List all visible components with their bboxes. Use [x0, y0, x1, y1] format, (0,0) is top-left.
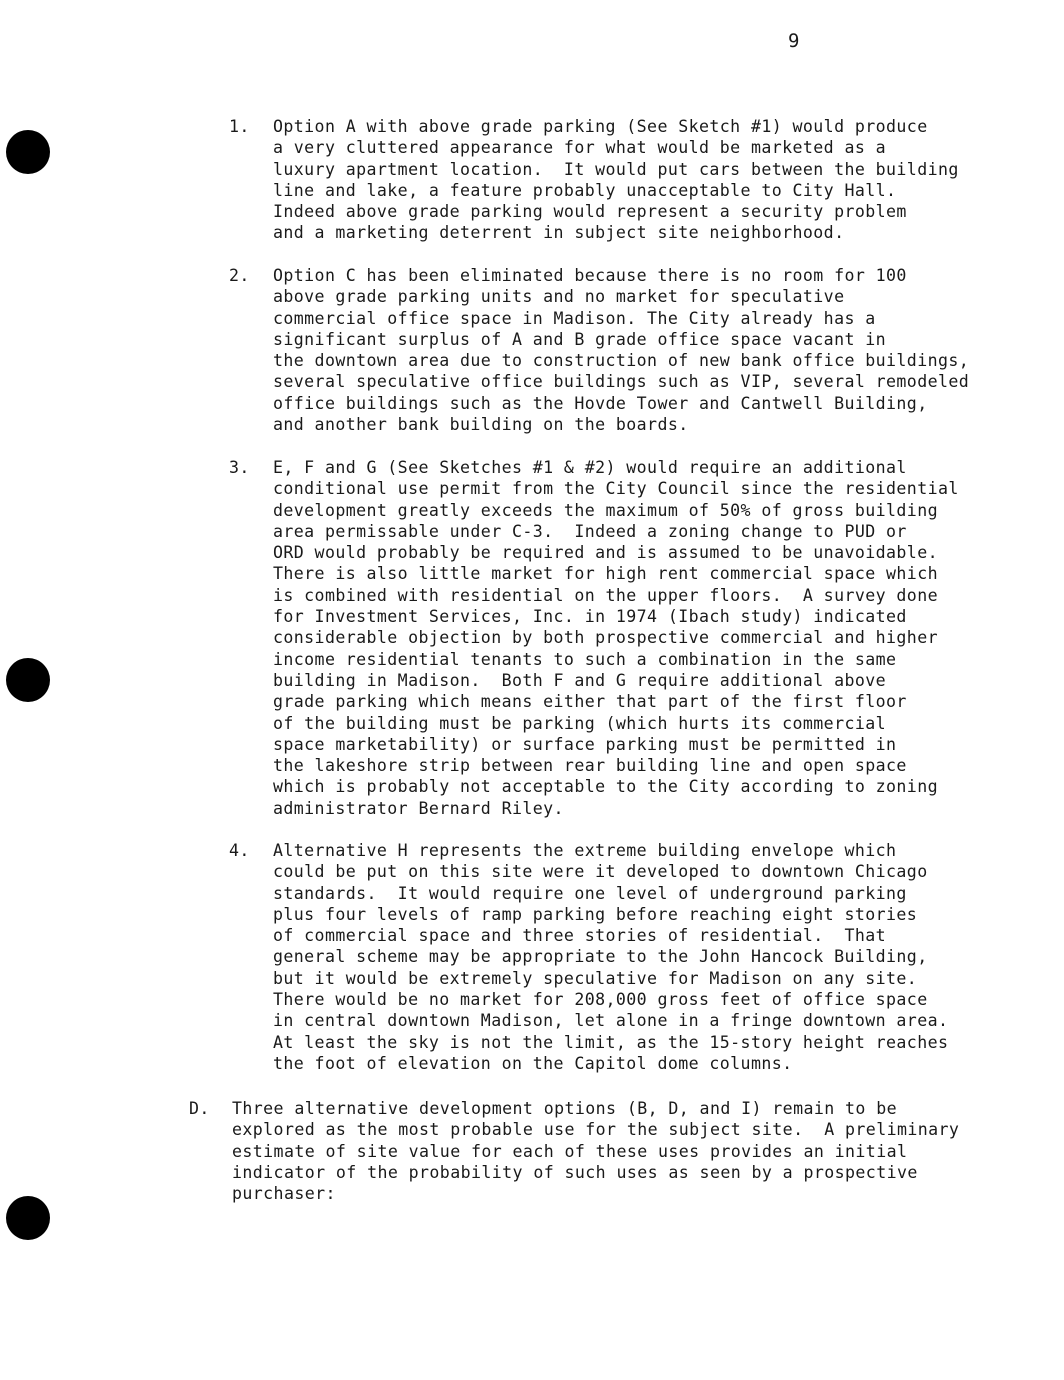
text-line: in central downtown Madison, let alone in a fringe downtown area. [273, 1011, 949, 1031]
list-item-4 [229, 840, 949, 1074]
section-marker: D. [189, 1099, 210, 1118]
text-line: luxury apartment location. It would put cars between the building [273, 159, 959, 179]
text-line: which is probably not acceptable to the City according to zoning [273, 777, 938, 797]
text-line: could be put on this site were it developed to downtown Chicago [273, 862, 928, 882]
text-line: the lakeshore strip between rear building line and open space [273, 756, 907, 776]
text-line: general scheme may be appropriate to the John Hancock Building, [273, 947, 928, 967]
text-line: Indeed above grade parking would represent a security problem [273, 202, 907, 222]
text-line: commercial office space in Madison. The City already has a [273, 308, 876, 328]
text-line: is combined with residential on the upper floors. A survey done [273, 585, 938, 605]
text-line: administrator Bernard Riley. [273, 798, 564, 818]
text-line: and a marketing deterrent in subject site neighborhood. [273, 223, 845, 243]
list-marker: 1. [229, 117, 250, 136]
text-line: explored as the most probable use for the subject site. A preliminary [232, 1120, 960, 1140]
text-line: At least the sky is not the limit, as the 15-story height reaches [273, 1032, 949, 1052]
text-line: line and lake, a feature probably unacceptable to City Hall. [273, 180, 897, 200]
text-line: plus four levels of ramp parking before reaching eight stories [273, 904, 918, 924]
text-line: but it would be extremely speculative for Madison on any site. [273, 968, 918, 988]
text-line: Option C has been eliminated because there is no room for 100 [273, 266, 907, 285]
list-marker: 4. [229, 841, 250, 860]
text-line: several speculative office buildings such as VIP, several remodeled [273, 372, 970, 392]
text-line: a very cluttered appearance for what would be marketed as a [273, 138, 887, 158]
text-line: the foot of elevation on the Capitol dome columns. [273, 1053, 793, 1073]
text-line: for Investment Services, Inc. in 1974 (Ibach study) indicated [273, 607, 907, 627]
text-line: ORD would probably be required and is assumed to be unavoidable. [273, 543, 938, 563]
text-line: above grade parking units and no market for speculative [273, 287, 845, 307]
text-line: of commercial space and three stories of residential. That [273, 926, 887, 946]
list-item-1 [229, 116, 959, 244]
text-line: Option A with above grade parking (See Sketch #1) would produce [273, 117, 928, 136]
text-line: and another bank building on the boards. [273, 415, 689, 435]
text-line: Three alternative development options (B, D, and I) remain to be [232, 1099, 897, 1118]
binder-hole [6, 1196, 50, 1240]
binder-hole [6, 130, 50, 174]
text-line: area permissable under C-3. Indeed a zoning change to PUD or [273, 521, 907, 541]
text-line: of the building must be parking (which hurts its commercial [273, 713, 887, 733]
list-marker: 3. [229, 458, 250, 477]
text-line: development greatly exceeds the maximum of 50% of gross building [273, 500, 938, 520]
text-line: the downtown area due to construction of new bank office buildings, [273, 351, 970, 371]
paragraph-text [232, 1098, 959, 1204]
text-line: There is also little market for high rent commercial space which [273, 564, 938, 584]
list-marker: 2. [229, 266, 250, 285]
list-item-3 [229, 457, 959, 819]
text-line: office buildings such as the Hovde Tower and Cantwell Building, [273, 393, 928, 413]
text-line: grade parking which means either that part of the first floor [273, 692, 907, 712]
paragraph-text [273, 116, 959, 244]
paragraph-text [273, 265, 969, 435]
text-line: significant surplus of A and B grade office space vacant in [273, 329, 887, 349]
page-number: 9 [788, 30, 800, 52]
text-line: indicator of the probability of such uses as seen by a prospective [232, 1162, 918, 1182]
text-line: There would be no market for 208,000 gross feet of office space [273, 990, 928, 1010]
section-d [189, 1098, 960, 1204]
paragraph-text [273, 457, 959, 819]
text-line: E, F and G (See Sketches #1 & #2) would require an additional [273, 458, 907, 477]
list-item-2 [229, 265, 970, 435]
text-line: conditional use permit from the City Council since the residential [273, 479, 959, 499]
text-line: standards. It would require one level of underground parking [273, 883, 907, 903]
text-line: space marketability) or surface parking must be permitted in [273, 734, 897, 754]
text-line: estimate of site value for each of these uses provides an initial [232, 1141, 908, 1161]
text-line: purchaser: [232, 1184, 336, 1204]
text-line: income residential tenants to such a combination in the same [273, 649, 897, 669]
text-line: building in Madison. Both F and G require additional above [273, 670, 887, 690]
binder-hole [6, 658, 50, 702]
text-line: Alternative H represents the extreme building envelope which [273, 841, 897, 860]
paragraph-text [273, 840, 948, 1074]
text-line: considerable objection by both prospective commercial and higher [273, 628, 938, 648]
